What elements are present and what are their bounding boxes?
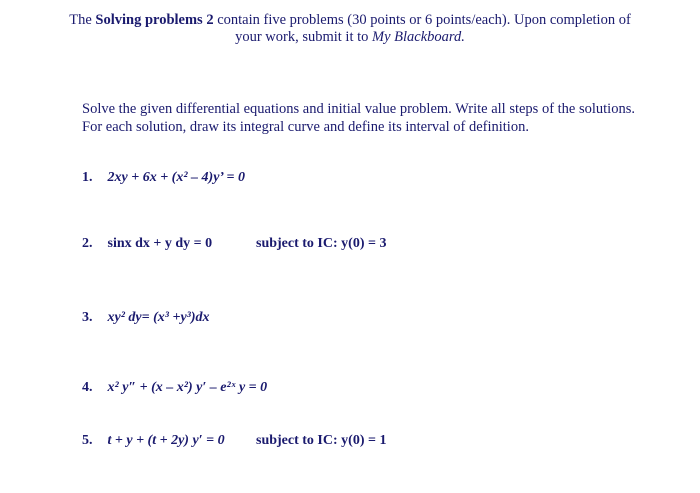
instructions-paragraph: Solve the given differential equations and initial value problem. Write all steps of the solutions. For each solution, draw its integral curve and define its interval of definition. bbox=[82, 101, 635, 135]
problem-3 bbox=[82, 310, 210, 326]
problem-4 bbox=[82, 380, 267, 396]
problem-1 bbox=[82, 170, 245, 186]
problem-1-equation: 2xy + 6x + (x² – 4)y’ = 0 bbox=[107, 170, 246, 185]
assignment-header bbox=[40, 12, 660, 46]
problem-5-number: 5. bbox=[82, 433, 93, 448]
header-prefix: The bbox=[69, 12, 96, 28]
header-bold-title: Solving problems 2 bbox=[95, 12, 214, 28]
problem-2-equation: sinx dx + y dy = 0 bbox=[107, 236, 213, 251]
problem-4-number: 4. bbox=[82, 380, 93, 395]
problem-2-number: 2. bbox=[82, 236, 93, 251]
problem-4-equation: x² y″ + (x – x²) y′ – e²ˣ y = 0 bbox=[107, 380, 268, 395]
header-mid: contain five problems (30 points or 6 points/each). Upon completion of bbox=[213, 12, 631, 28]
problem-3-equation: xy² dy= (x³ +y³)dx bbox=[107, 310, 210, 325]
problem-5-equation: t + y + (t + 2y) y′ = 0 bbox=[107, 433, 225, 448]
header-line2: your work, submit it to bbox=[235, 29, 373, 45]
problem-2 bbox=[82, 236, 212, 252]
problem-5 bbox=[82, 433, 225, 449]
problem-1-number: 1. bbox=[82, 170, 93, 185]
problem-5-condition: subject to IC: y(0) = 1 bbox=[256, 433, 387, 448]
header-place: My Blackboard. bbox=[372, 29, 465, 45]
problem-3-number: 3. bbox=[82, 310, 93, 325]
problem-2-condition: subject to IC: y(0) = 3 bbox=[256, 236, 387, 251]
